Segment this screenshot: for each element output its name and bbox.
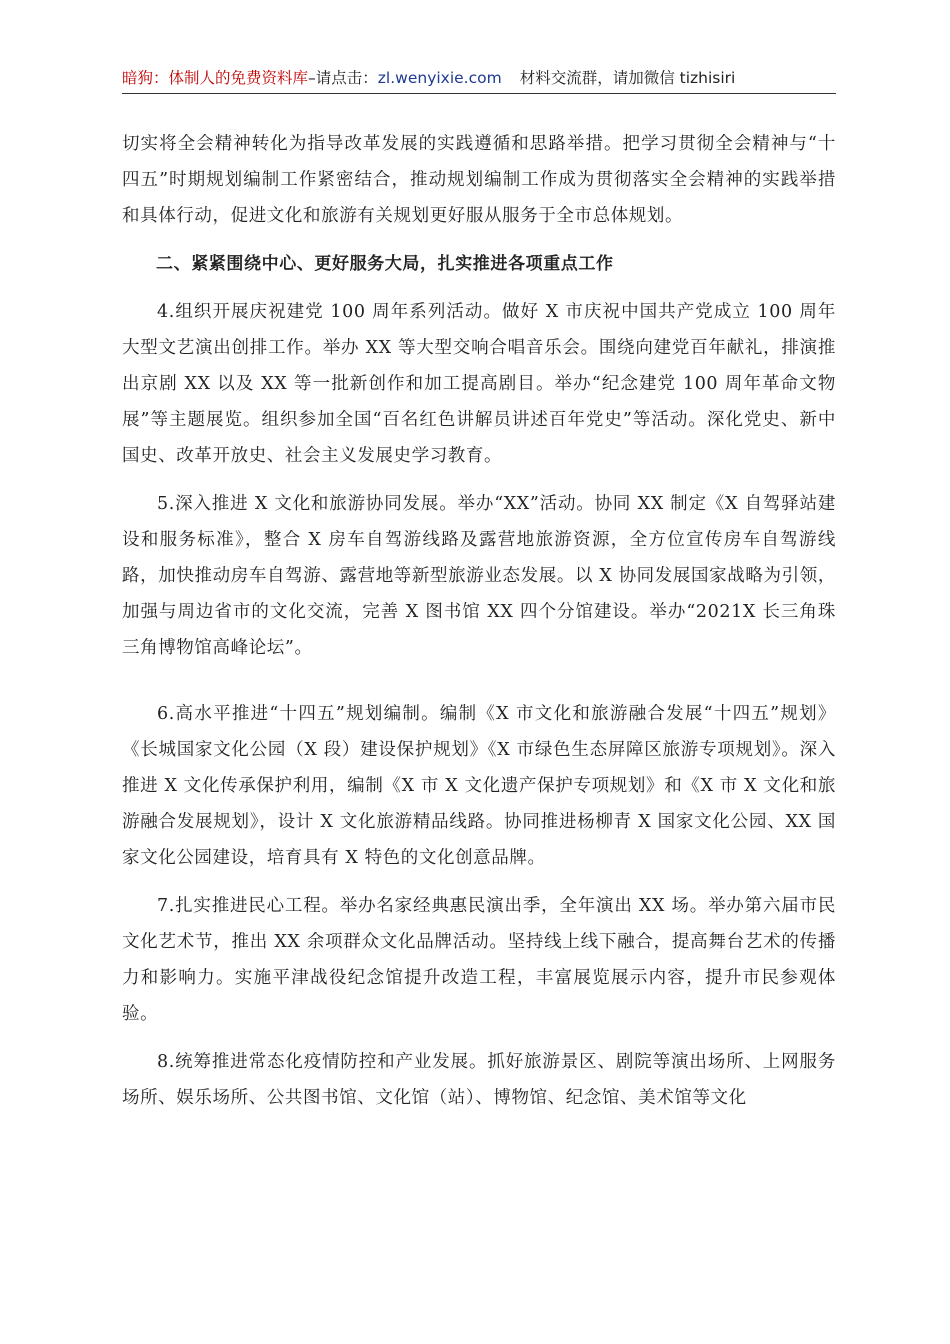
paragraph-item-5: 5.深入推进 X 文化和旅游协同发展。举办“XX”活动。协同 XX 制定《X 自驾驿站建设和服务标准》，整合 X 房车自驾游线路及露营地旅游资源，全方位宣传房车自驾游线路，加快推动房车自驾游、露营地等新型旅游业态发展。以 X 协同发展国家战略为引领，加强与周边省市的文化交流，完善 X 图书馆 XX 四个分馆建设。举办“2021X 长三角珠三角博物馆高峰论坛”。	[122, 494, 836, 658]
header-site-link[interactable]: zl.wenyixie.com	[377, 69, 502, 87]
header-wechat-note: 材料交流群，请加微信 tizhisiri	[519, 69, 736, 87]
header-divider	[122, 93, 836, 94]
paragraph-item-6: 6.高水平推进“十四五”规划编制。编制《X 市文化和旅游融合发展“十四五”规划》《长城国家文化公园（X 段）建设保护规划》《X 市绿色生态屏障区旅游专项规划》。深入推进 X 文化传承保护利用，编制《X 市 X 文化遗产保护专项规划》和《X 市 X 文化和旅游融合发展规划》，设计 X 文化旅游精品线路。协同推进杨柳青 X 国家文化公园、XX 国家文化公园建设，培育具有 X 特色的文化创意品牌。	[122, 704, 836, 868]
paragraph-item-4: 4.组织开展庆祝建党 100 周年系列活动。做好 X 市庆祝中国共产党成立 100 周年大型文艺演出创排工作。举办 XX 等大型交响合唱音乐会。围绕向建党百年献礼，排演推出京剧 XX 以及 XX 等一批新创作和加工提高剧目。举办“纪念建党 100 周年革命文物展”等主题展览。组织参加全国“百名红色讲解员讲述百年党史”等活动。深化党史、新中国史、改革开放史、社会主义发展史学习教育。	[122, 302, 836, 466]
header-click-prompt: –请点击：	[308, 69, 378, 87]
paragraph-item-8: 8.统筹推进常态化疫情防控和产业发展。抓好旅游景区、剧院等演出场所、上网服务场所、娱乐场所、公共图书馆、文化馆（站）、博物馆、纪念馆、美术馆等文化	[122, 1052, 836, 1108]
page-header	[122, 66, 836, 90]
paragraph-continuation: 切实将全会精神转化为指导改革发展的实践遵循和思路举措。把学习贯彻全会精神与“十四五”时期规划编制工作紧密结合，推动规划编制工作成为贯彻落实全会精神的实践举措和具体行动，促进文化和旅游有关规划更好服从服务于全市总体规划。	[122, 134, 836, 226]
header-site-name: 暗狗：体制人的免费资料库	[122, 69, 309, 87]
section-heading: 二、紧紧围绕中心、更好服务大局，扎实推进各项重点工作	[156, 254, 614, 274]
document-body	[122, 126, 836, 1128]
paragraph-item-7: 7.扎实推进民心工程。举办名家经典惠民演出季，全年演出 XX 场。举办第六届市民文化艺术节，推出 XX 余项群众文化品牌活动。坚持线上线下融合，提高舞台艺术的传播力和影响力。实施平津战役纪念馆提升改造工程，丰富展览展示内容，提升市民参观体验。	[122, 896, 836, 1024]
